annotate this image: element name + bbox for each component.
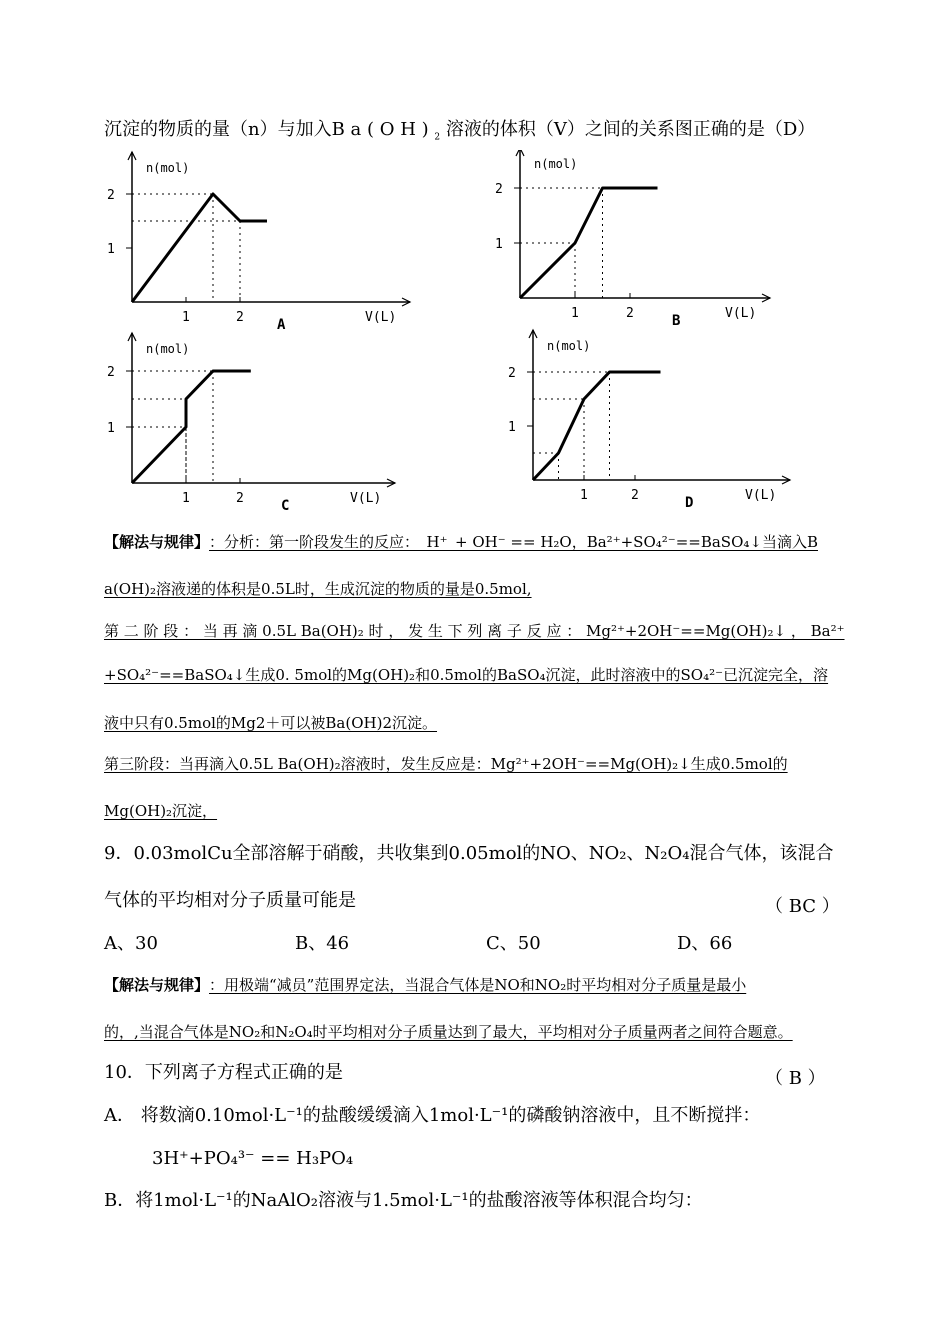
sol8-line-6: 第三阶段：当再滴入0.5L Ba(OH)₂溶液时，发生反应是：Mg²⁺+2OH⁻==Mg(OH)₂↓生成0.5mol的 [104,755,788,773]
x-axis-label: V(L) [365,310,397,325]
y-tick-label: 1 [495,237,503,252]
sol8-tag: 【解法与规律】 [104,533,210,551]
sol8-l1: ：分析：第一阶段发生的反应：_H⁺_+ OH⁻ == H₂O，Ba²⁺+SO₄²⁻==BaSO₄↓当滴入B [209,533,818,551]
y-axis-label: n(mol) [534,157,578,171]
panel-label: A [277,317,286,333]
x-axis-label: V(L) [725,306,757,321]
q10-answer: （ B ） [765,1068,826,1089]
y-tick-label: 1 [107,421,115,436]
q10-line-1: 10．下列离子方程式正确的是 [104,1062,343,1083]
data-line [132,371,251,483]
x-tick-label: 2 [626,306,634,321]
data-line [520,188,658,298]
q9-option-d: D、66 [677,933,733,954]
sol8-line-1 [104,535,818,550]
x-axis-label: V(L) [745,488,777,503]
q9-answer: （ BC ） [765,896,840,917]
sol9-tag: 【解法与规律】 [104,976,210,994]
x-tick-label: 1 [571,306,579,321]
x-tick-label: 1 [580,488,588,503]
y-tick-label: 2 [508,366,516,381]
panel-label: C [281,498,290,514]
y-axis-label: n(mol) [547,339,591,353]
x-axis-label: V(L) [350,491,382,506]
sol9-l1: ：用极端“减员”范围界定法，当混合气体是NO和NO₂时平均相对分子质量是最小 [209,976,747,994]
chart-panel-b [495,150,770,329]
y-axis-label: n(mol) [146,161,190,175]
y-tick-label: 2 [495,182,503,197]
intro-text-b: 溶液的体积（V）之间的关系图正确的是（D） [440,119,816,140]
intro-line [104,119,816,143]
sol8-line-2: a(OH)₂溶液递的体积是0.5L时，生成沉淀的物质的量是0.5mol, [104,580,532,598]
chart-panel-d [508,330,790,511]
q9-option-b: B、46 [295,933,350,954]
x-tick-label: 2 [236,310,244,325]
q10-option-a-equation: 3H⁺+PO₄³⁻ == H₃PO₄ [152,1148,354,1169]
y-tick-label: 2 [107,365,115,380]
x-tick-label: 2 [631,488,639,503]
q9-line-2: 气体的平均相对分子质量可能是 [104,890,356,911]
sol9-line-1 [104,978,746,993]
x-tick-label: 2 [236,491,244,506]
chart-panel-c [107,333,395,514]
x-tick-label: 1 [182,310,190,325]
sol8-line-3: 第 二 阶 段 ： 当 再 滴 0.5L Ba(OH)₂ 时 ， 发 生 下 列 离 子 反 应 ： Mg²⁺+2OH⁻==Mg(OH)₂↓ ， Ba²⁺ [104,622,845,640]
panel-label: B [672,313,681,329]
sol9-line-2: 的，,当混合气体是NO₂和N₂O₄时平均相对分子质量达到了最大，平均相对分子质量两者之间符合题意。 [104,1023,793,1041]
sol8-line-7: Mg(OH)₂沉淀， [104,802,218,820]
q10-option-b: B．将1mol·L⁻¹的NaAlO₂溶液与1.5mol·L⁻¹的盐酸溶液等体积混合均匀： [104,1190,703,1211]
x-tick-label: 1 [182,491,190,506]
y-tick-label: 2 [107,188,115,203]
q9-option-c: C、50 [486,933,541,954]
intro-ba: B a ( O H ) [331,119,435,140]
answer-charts [0,150,950,530]
y-axis-label: n(mol) [146,342,190,356]
sol8-line-5: 液中只有0.5mol的Mg2＋可以被Ba(OH)2沉淀。 [104,714,438,732]
y-tick-label: 1 [508,420,516,435]
intro-ba-sub: 2 [434,132,441,143]
q9-option-a: A、30 [104,933,158,954]
sol8-line-4: +SO₄²⁻==BaSO₄↓生成0. 5mol的Mg(OH)₂和0.5mol的BaSO₄沉淀，此时溶液中的SO₄²⁻已沉淀完全，溶 [104,666,829,684]
intro-text-a: 沉淀的物质的量（n）与加入 [104,119,332,140]
q9-line-1: 9．0.03molCu全部溶解于硝酸，共收集到0.05mol的NO、NO₂、N₂O₄混合气体，该混合 [104,843,834,864]
panel-label: D [685,495,694,511]
y-tick-label: 1 [107,242,115,257]
chart-panel-a [107,152,410,333]
q10-option-a: A． 将数滴0.10mol·L⁻¹的盐酸缓缓滴入1mol·L⁻¹的磷酸钠溶液中，且不断搅拌： [104,1105,761,1126]
data-line [132,194,267,302]
data-line [533,372,661,480]
